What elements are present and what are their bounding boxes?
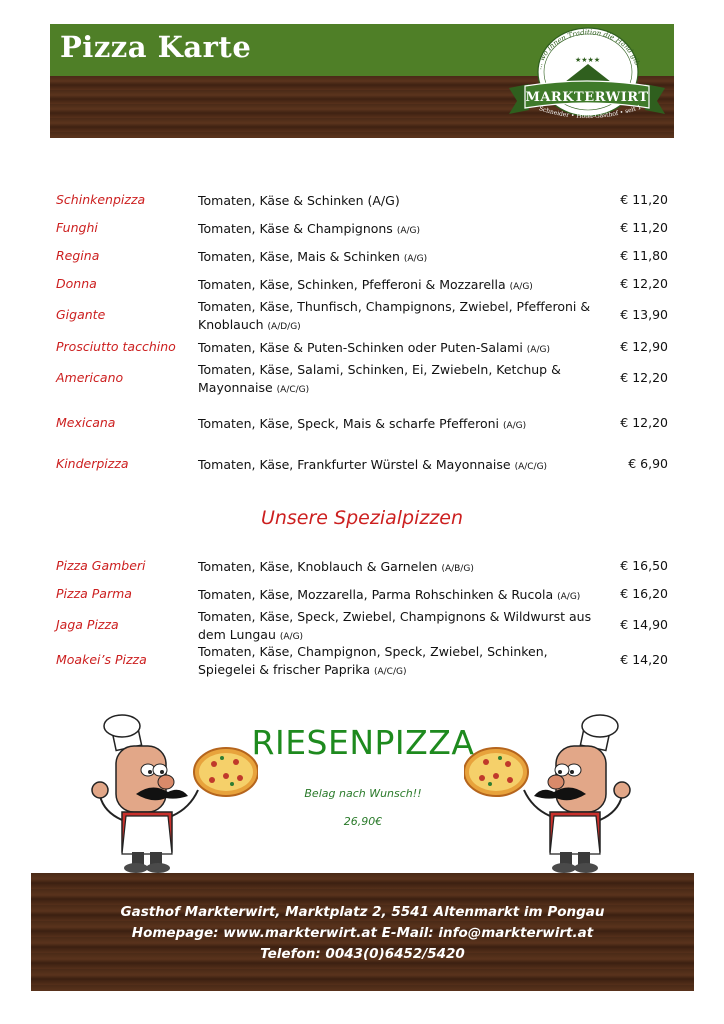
pizza-name: Mexicana	[56, 415, 116, 430]
pizza-price: € 11,20	[620, 192, 668, 207]
pizza-name: Schinkenpizza	[56, 192, 146, 207]
pizza-name: Kinderpizza	[56, 456, 129, 471]
allergen-codes: (A/G)	[526, 345, 550, 355]
pizza-description: Tomaten, Käse, Champignon, Speck, Zwiebel, Schinken, Spiegelei & frischer Paprika (A/C/G)	[198, 644, 548, 677]
footer-address: Gasthof Markterwirt, Marktplatz 2, 5541 Altenmarkt im Pongau	[120, 904, 605, 920]
pizza-name: Jaga Pizza	[56, 617, 119, 632]
pizza-price: € 11,80	[620, 248, 668, 263]
pizza-name: Funghi	[56, 220, 98, 235]
footer-phone: Telefon: 0043(0)6452/5420	[260, 946, 465, 962]
pizza-name: Pizza Parma	[56, 586, 132, 601]
pizza-name: Prosciutto tacchino	[56, 339, 176, 354]
riesenpizza-title: RIESENPIZZA	[251, 723, 475, 762]
pizza-description: Tomaten, Käse & Puten-Schinken oder Puten-Salami (A/G)	[198, 340, 550, 355]
pizza-price: € 13,90	[620, 307, 668, 322]
page-title: Pizza Karte	[60, 30, 252, 64]
pizza-description: Tomaten, Käse, Speck, Mais & scharfe Pfefferoni (A/G)	[198, 416, 527, 431]
svg-text:MARKTERWIRT: MARKTERWIRT	[525, 90, 649, 105]
pizza-description: Tomaten, Käse, Knoblauch & Garnelen (A/B/G)	[198, 559, 474, 574]
allergen-codes: (A/G)	[396, 226, 420, 236]
pizza-description: Tomaten, Käse, Salami, Schinken, Ei, Zwiebeln, Ketchup & Mayonnaise (A/C/G)	[198, 362, 561, 395]
pizza-description: Tomaten, Käse & Schinken (A/G)	[198, 193, 400, 208]
pizza-description: Tomaten, Käse, Mozzarella, Parma Rohschinken & Rucola (A/G)	[198, 587, 581, 602]
svg-text:Schneider • Hotel-Gasthof • se: Schneider • Hotel-Gasthof • seit 1	[538, 103, 643, 121]
footer-web-email: Homepage: www.markterwirt.at E-Mail: info@markterwirt.at	[131, 925, 594, 941]
svg-text:★★★★: ★★★★	[575, 56, 601, 64]
pizza-price: € 12,20	[620, 276, 668, 291]
allergen-codes: (A/C/G)	[514, 462, 548, 472]
allergen-codes: (A/B/G)	[441, 564, 474, 574]
allergen-codes: (A/G)	[557, 592, 581, 602]
pizza-description: Tomaten, Käse, Thunfisch, Champignons, Zwiebel, Pfefferoni & Knoblauch (A/D/G)	[198, 299, 591, 332]
pizza-name: Regina	[56, 248, 100, 263]
allergen-codes: (A/D/G)	[267, 322, 301, 332]
pizza-name: Americano	[56, 370, 124, 385]
pizza-description: Tomaten, Käse & Champignons (A/G)	[198, 221, 420, 236]
pizza-description: Tomaten, Käse, Speck, Zwiebel, Champignons & Wildwurst aus dem Lungau (A/G)	[198, 609, 592, 642]
pizza-price: € 12,20	[620, 370, 668, 385]
pizza-price: € 14,20	[620, 652, 668, 667]
svg-text:... wo Ihnen Tradition die Han: ... wo Ihnen Tradition die Hand gib	[535, 28, 642, 71]
allergen-codes: (A/G)	[502, 421, 527, 431]
markterwirt-logo	[503, 24, 671, 136]
header-banner	[50, 24, 674, 138]
pizza-price: € 14,90	[620, 617, 668, 632]
allergen-codes: (A/G)	[403, 254, 428, 264]
pizza-price: € 16,20	[620, 586, 668, 601]
pizza-price: € 11,20	[620, 220, 668, 235]
riesenpizza-subtitle: Belag nach Wunsch!!	[304, 787, 422, 800]
pizza-price: € 12,20	[620, 415, 668, 430]
pizza-description: Tomaten, Käse, Frankfurter Würstel & Mayonnaise (A/C/G)	[198, 457, 548, 472]
riesenpizza-price: 26,90€	[343, 815, 383, 828]
special-pizzas-heading: Unsere Spezialpizzen	[260, 507, 464, 529]
footer-contact-bar	[31, 873, 694, 991]
pizza-price: € 12,90	[620, 339, 668, 354]
pizza-price: € 16,50	[620, 558, 668, 573]
pizza-name: Donna	[56, 276, 97, 291]
pizza-description: Tomaten, Käse, Schinken, Pfefferoni & Mozzarella (A/G)	[198, 277, 533, 292]
allergen-codes: (A/G)	[279, 632, 304, 642]
allergen-codes: (A/G)	[509, 282, 533, 292]
pizza-price: € 6,90	[628, 456, 668, 471]
allergen-codes: (A/C/G)	[373, 667, 407, 677]
pizza-name: Pizza Gamberi	[56, 558, 146, 573]
allergen-codes: (A/C/G)	[276, 385, 310, 395]
footer-contact-info	[31, 902, 694, 965]
pizza-name: Gigante	[56, 307, 106, 322]
pizza-name: Moakei’s Pizza	[56, 652, 147, 667]
pizza-description: Tomaten, Käse, Mais & Schinken (A/G)	[198, 249, 428, 264]
